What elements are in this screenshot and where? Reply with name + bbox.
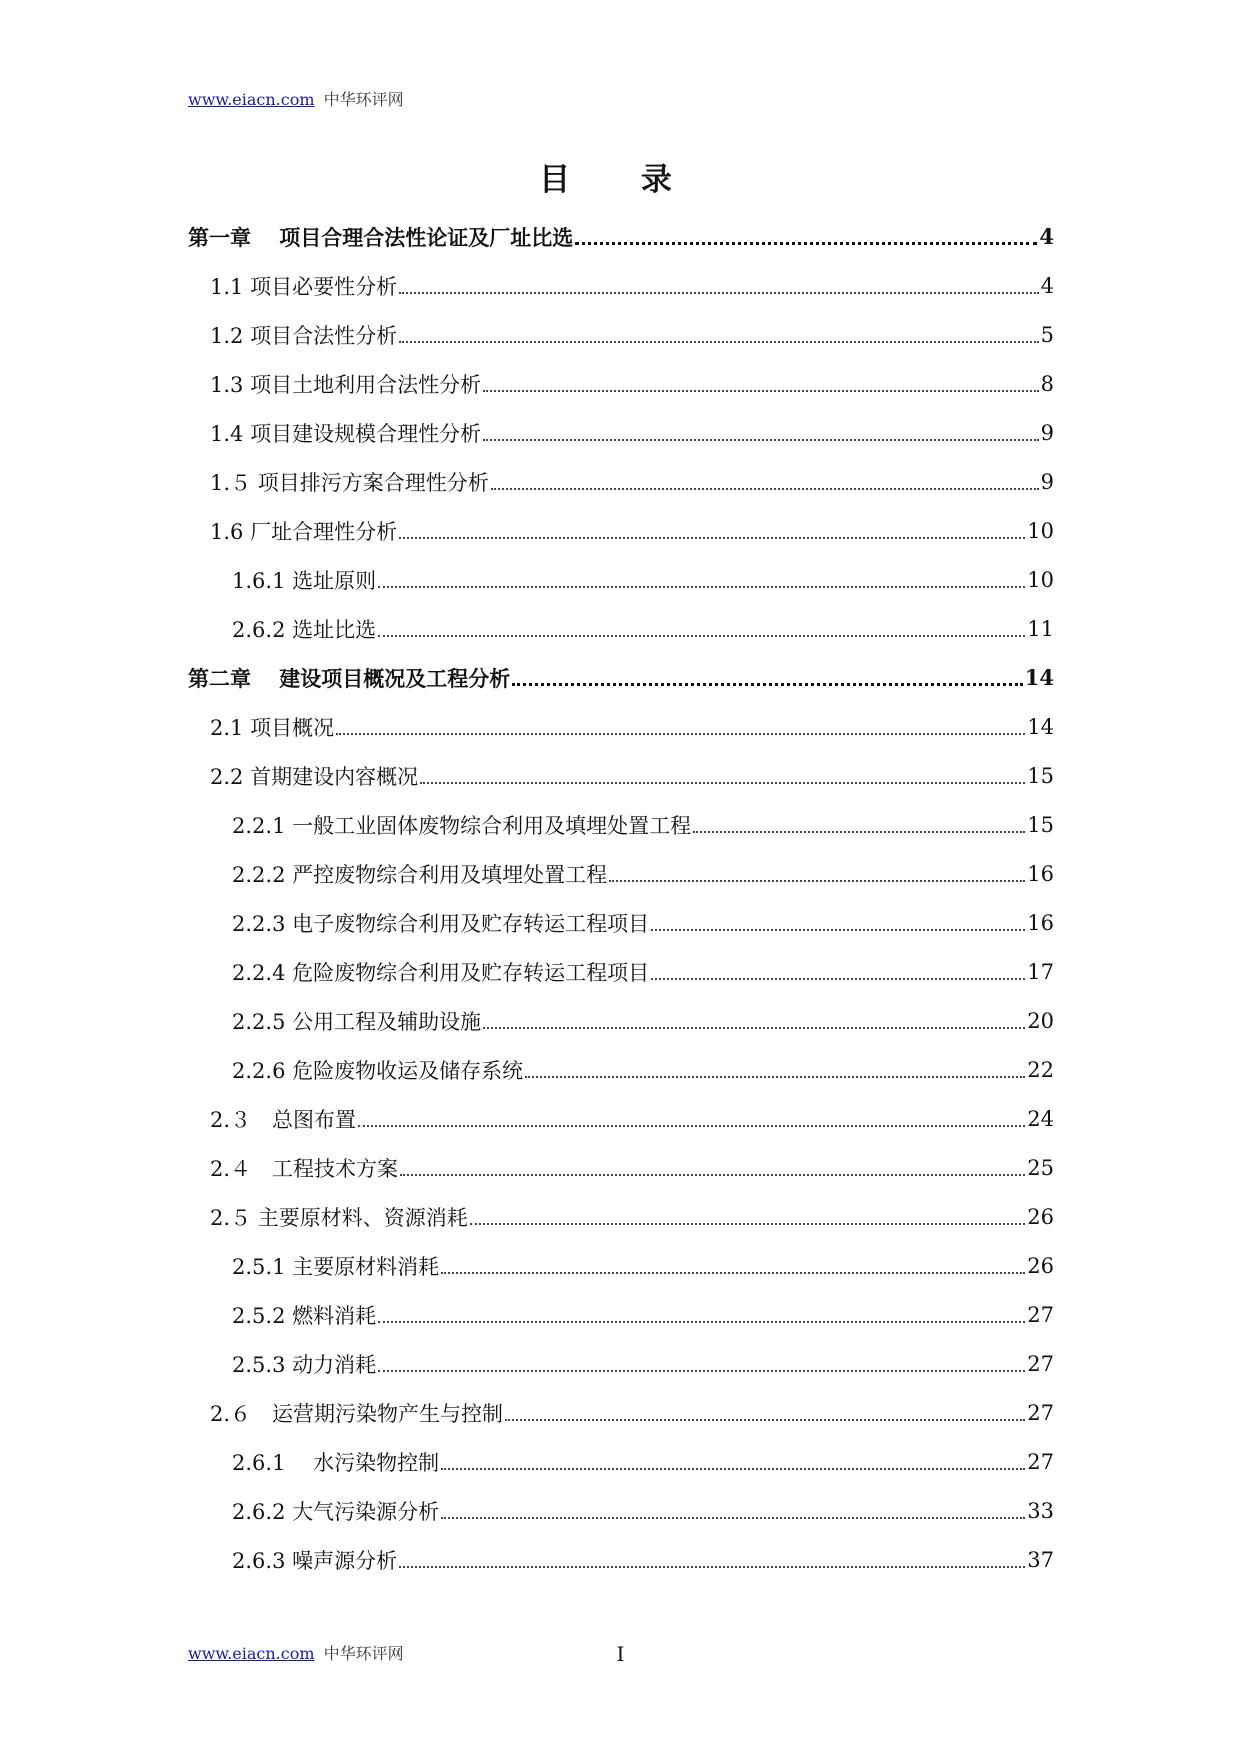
toc-dot-leader xyxy=(693,831,1025,833)
toc-entry-label: 2.2.3 电子废物综合利用及贮存转运工程项目 xyxy=(232,911,650,936)
toc-entry-page-number: 15 xyxy=(1027,763,1054,788)
toc-dot-leader xyxy=(378,1370,1025,1372)
toc-dot-leader xyxy=(399,537,1025,539)
toc-entry-label: 2.2.6 危险废物收运及储存系统 xyxy=(232,1058,524,1083)
toc-dot-leader xyxy=(651,978,1025,980)
toc-entry-page-number: 11 xyxy=(1027,616,1054,641)
page-number: I xyxy=(616,1642,625,1666)
toc-section-entry[interactable] xyxy=(188,1094,1054,1143)
toc-section-entry[interactable] xyxy=(188,1486,1054,1535)
toc-section-entry[interactable] xyxy=(188,261,1054,310)
toc-entry-page-number: 26 xyxy=(1027,1253,1054,1278)
toc-entry-label: 第一章 项目合理合法性论证及厂址比选 xyxy=(188,224,574,250)
toc-entry-page-number: 25 xyxy=(1027,1155,1054,1180)
toc-dot-leader xyxy=(400,1174,1025,1176)
toc-entry-page-number: 27 xyxy=(1027,1449,1054,1474)
toc-entry-label: 2.1 项目概况 xyxy=(210,715,335,740)
toc-dot-leader xyxy=(441,1272,1025,1274)
toc-entry-label: 2.2.5 公用工程及辅助设施 xyxy=(232,1009,482,1034)
toc-entry-label: 2.6.2 选址比选 xyxy=(232,617,377,642)
toc-dot-leader xyxy=(575,242,1037,245)
toc-entry-page-number: 4 xyxy=(1040,273,1054,298)
toc-entry-page-number: 33 xyxy=(1027,1498,1054,1523)
toc-entry-label: 2.5.3 动力消耗 xyxy=(232,1352,377,1377)
toc-entry-label: 1.6.1 选址原则 xyxy=(232,568,377,593)
toc-section-entry[interactable] xyxy=(188,751,1054,800)
toc-entry-label: 1.6 厂址合理性分析 xyxy=(210,519,398,544)
toc-title: 目 录 xyxy=(539,162,702,198)
toc-dot-leader xyxy=(358,1125,1025,1127)
toc-dot-leader xyxy=(420,782,1025,784)
table-of-contents xyxy=(188,212,1054,1584)
toc-dot-leader xyxy=(378,586,1025,588)
toc-section-entry[interactable] xyxy=(188,555,1054,604)
toc-entry-label: 1.2 项目合法性分析 xyxy=(210,323,398,348)
toc-entry-page-number: 16 xyxy=(1027,910,1054,935)
toc-section-entry[interactable] xyxy=(188,310,1054,359)
toc-dot-leader xyxy=(378,1321,1025,1323)
toc-entry-label: 2.４ 工程技术方案 xyxy=(210,1156,399,1181)
toc-dot-leader xyxy=(483,390,1039,392)
toc-entry-label: 2.2.1 一般工业固体废物综合利用及填埋处置工程 xyxy=(232,813,692,838)
toc-entry-page-number: 17 xyxy=(1027,959,1054,984)
toc-entry-page-number: 27 xyxy=(1027,1351,1054,1376)
toc-entry-page-number: 10 xyxy=(1027,567,1054,592)
toc-entry-page-number: 26 xyxy=(1027,1204,1054,1229)
toc-entry-page-number: 20 xyxy=(1027,1008,1054,1033)
toc-chapter-entry[interactable] xyxy=(188,212,1054,261)
toc-section-entry[interactable] xyxy=(188,359,1054,408)
toc-entry-page-number: 14 xyxy=(1027,714,1054,739)
toc-entry-label: 1.4 项目建设规模合理性分析 xyxy=(210,421,482,446)
toc-section-entry[interactable] xyxy=(188,996,1054,1045)
toc-entry-page-number: 14 xyxy=(1024,665,1054,690)
toc-entry-label: 1.3 项目土地利用合法性分析 xyxy=(210,372,482,397)
toc-entry-page-number: 10 xyxy=(1027,518,1054,543)
header-site-link[interactable]: www.eiacn.com xyxy=(188,90,315,109)
toc-entry-label: 第二章 建设项目概况及工程分析 xyxy=(188,665,511,691)
toc-dot-leader xyxy=(441,1517,1025,1519)
header-site-name: 中华环评网 xyxy=(323,90,404,109)
toc-entry-label: 2.６ 运营期污染物产生与控制 xyxy=(210,1401,504,1426)
toc-entry-label: 2.5.1 主要原材料消耗 xyxy=(232,1254,440,1279)
toc-dot-leader xyxy=(399,1566,1025,1568)
toc-entry-label: 2.6.2 大气污染源分析 xyxy=(232,1499,440,1524)
toc-dot-leader xyxy=(525,1076,1025,1078)
toc-section-entry[interactable] xyxy=(188,1437,1054,1486)
toc-dot-leader xyxy=(483,439,1039,441)
toc-dot-leader xyxy=(470,1223,1026,1225)
toc-section-entry[interactable] xyxy=(188,1192,1054,1241)
toc-dot-leader xyxy=(399,341,1039,343)
toc-entry-page-number: 22 xyxy=(1027,1057,1054,1082)
toc-section-entry[interactable] xyxy=(188,800,1054,849)
toc-section-entry[interactable] xyxy=(188,1535,1054,1584)
toc-entry-label: 2.6.1 水污染物控制 xyxy=(232,1450,440,1475)
toc-entry-label: 2.2.4 危险废物综合利用及贮存转运工程项目 xyxy=(232,960,650,985)
toc-entry-label: 1.1 项目必要性分析 xyxy=(210,274,398,299)
toc-chapter-entry[interactable] xyxy=(188,653,1054,702)
toc-entry-label: 2.6.3 噪声源分析 xyxy=(232,1548,398,1573)
toc-entry-page-number: 5 xyxy=(1040,322,1054,347)
toc-section-entry[interactable] xyxy=(188,457,1054,506)
toc-section-entry[interactable] xyxy=(188,506,1054,555)
toc-dot-leader xyxy=(483,1027,1025,1029)
toc-entry-label: 2.5.2 燃料消耗 xyxy=(232,1303,377,1328)
toc-entry-label: 2.３ 总图布置 xyxy=(210,1107,357,1132)
toc-dot-leader xyxy=(651,929,1025,931)
page-header xyxy=(188,90,404,110)
toc-dot-leader xyxy=(491,488,1039,490)
toc-section-entry[interactable] xyxy=(188,1241,1054,1290)
toc-entry-page-number: 9 xyxy=(1040,420,1054,445)
toc-section-entry[interactable] xyxy=(188,947,1054,996)
toc-entry-label: 2.2.2 严控废物综合利用及填埋处置工程 xyxy=(232,862,608,887)
toc-section-entry[interactable] xyxy=(188,1388,1054,1437)
toc-entry-page-number: 37 xyxy=(1027,1547,1054,1572)
toc-dot-leader xyxy=(441,1468,1025,1470)
toc-section-entry[interactable] xyxy=(188,408,1054,457)
toc-section-entry[interactable] xyxy=(188,1290,1054,1339)
toc-entry-label: 2.2 首期建设内容概况 xyxy=(210,764,419,789)
toc-entry-page-number: 27 xyxy=(1027,1302,1054,1327)
toc-entry-page-number: 9 xyxy=(1040,469,1054,494)
toc-dot-leader xyxy=(505,1419,1025,1421)
toc-section-entry[interactable] xyxy=(188,849,1054,898)
toc-section-entry[interactable] xyxy=(188,898,1054,947)
toc-entry-page-number: 27 xyxy=(1027,1400,1054,1425)
toc-entry-page-number: 8 xyxy=(1040,371,1054,396)
toc-entry-label: 1.５ 项目排污方案合理性分析 xyxy=(210,470,489,495)
toc-dot-leader xyxy=(512,683,1022,686)
toc-section-entry[interactable] xyxy=(188,1045,1054,1094)
toc-entry-label: 2.５ 主要原材料、资源消耗 xyxy=(210,1205,468,1230)
toc-section-entry[interactable] xyxy=(188,604,1054,653)
toc-section-entry[interactable] xyxy=(188,1339,1054,1388)
toc-dot-leader xyxy=(336,733,1025,735)
toc-entry-page-number: 15 xyxy=(1027,812,1054,837)
toc-dot-leader xyxy=(609,880,1025,882)
toc-section-entry[interactable] xyxy=(188,702,1054,751)
toc-dot-leader xyxy=(399,292,1039,294)
footer-site-link[interactable]: www.eiacn.com xyxy=(188,1644,315,1663)
toc-dot-leader xyxy=(378,635,1025,637)
toc-section-entry[interactable] xyxy=(188,1143,1054,1192)
toc-entry-page-number: 24 xyxy=(1027,1106,1054,1131)
toc-entry-page-number: 4 xyxy=(1039,224,1054,249)
footer-site-name: 中华环评网 xyxy=(323,1644,404,1663)
toc-entry-page-number: 16 xyxy=(1027,861,1054,886)
